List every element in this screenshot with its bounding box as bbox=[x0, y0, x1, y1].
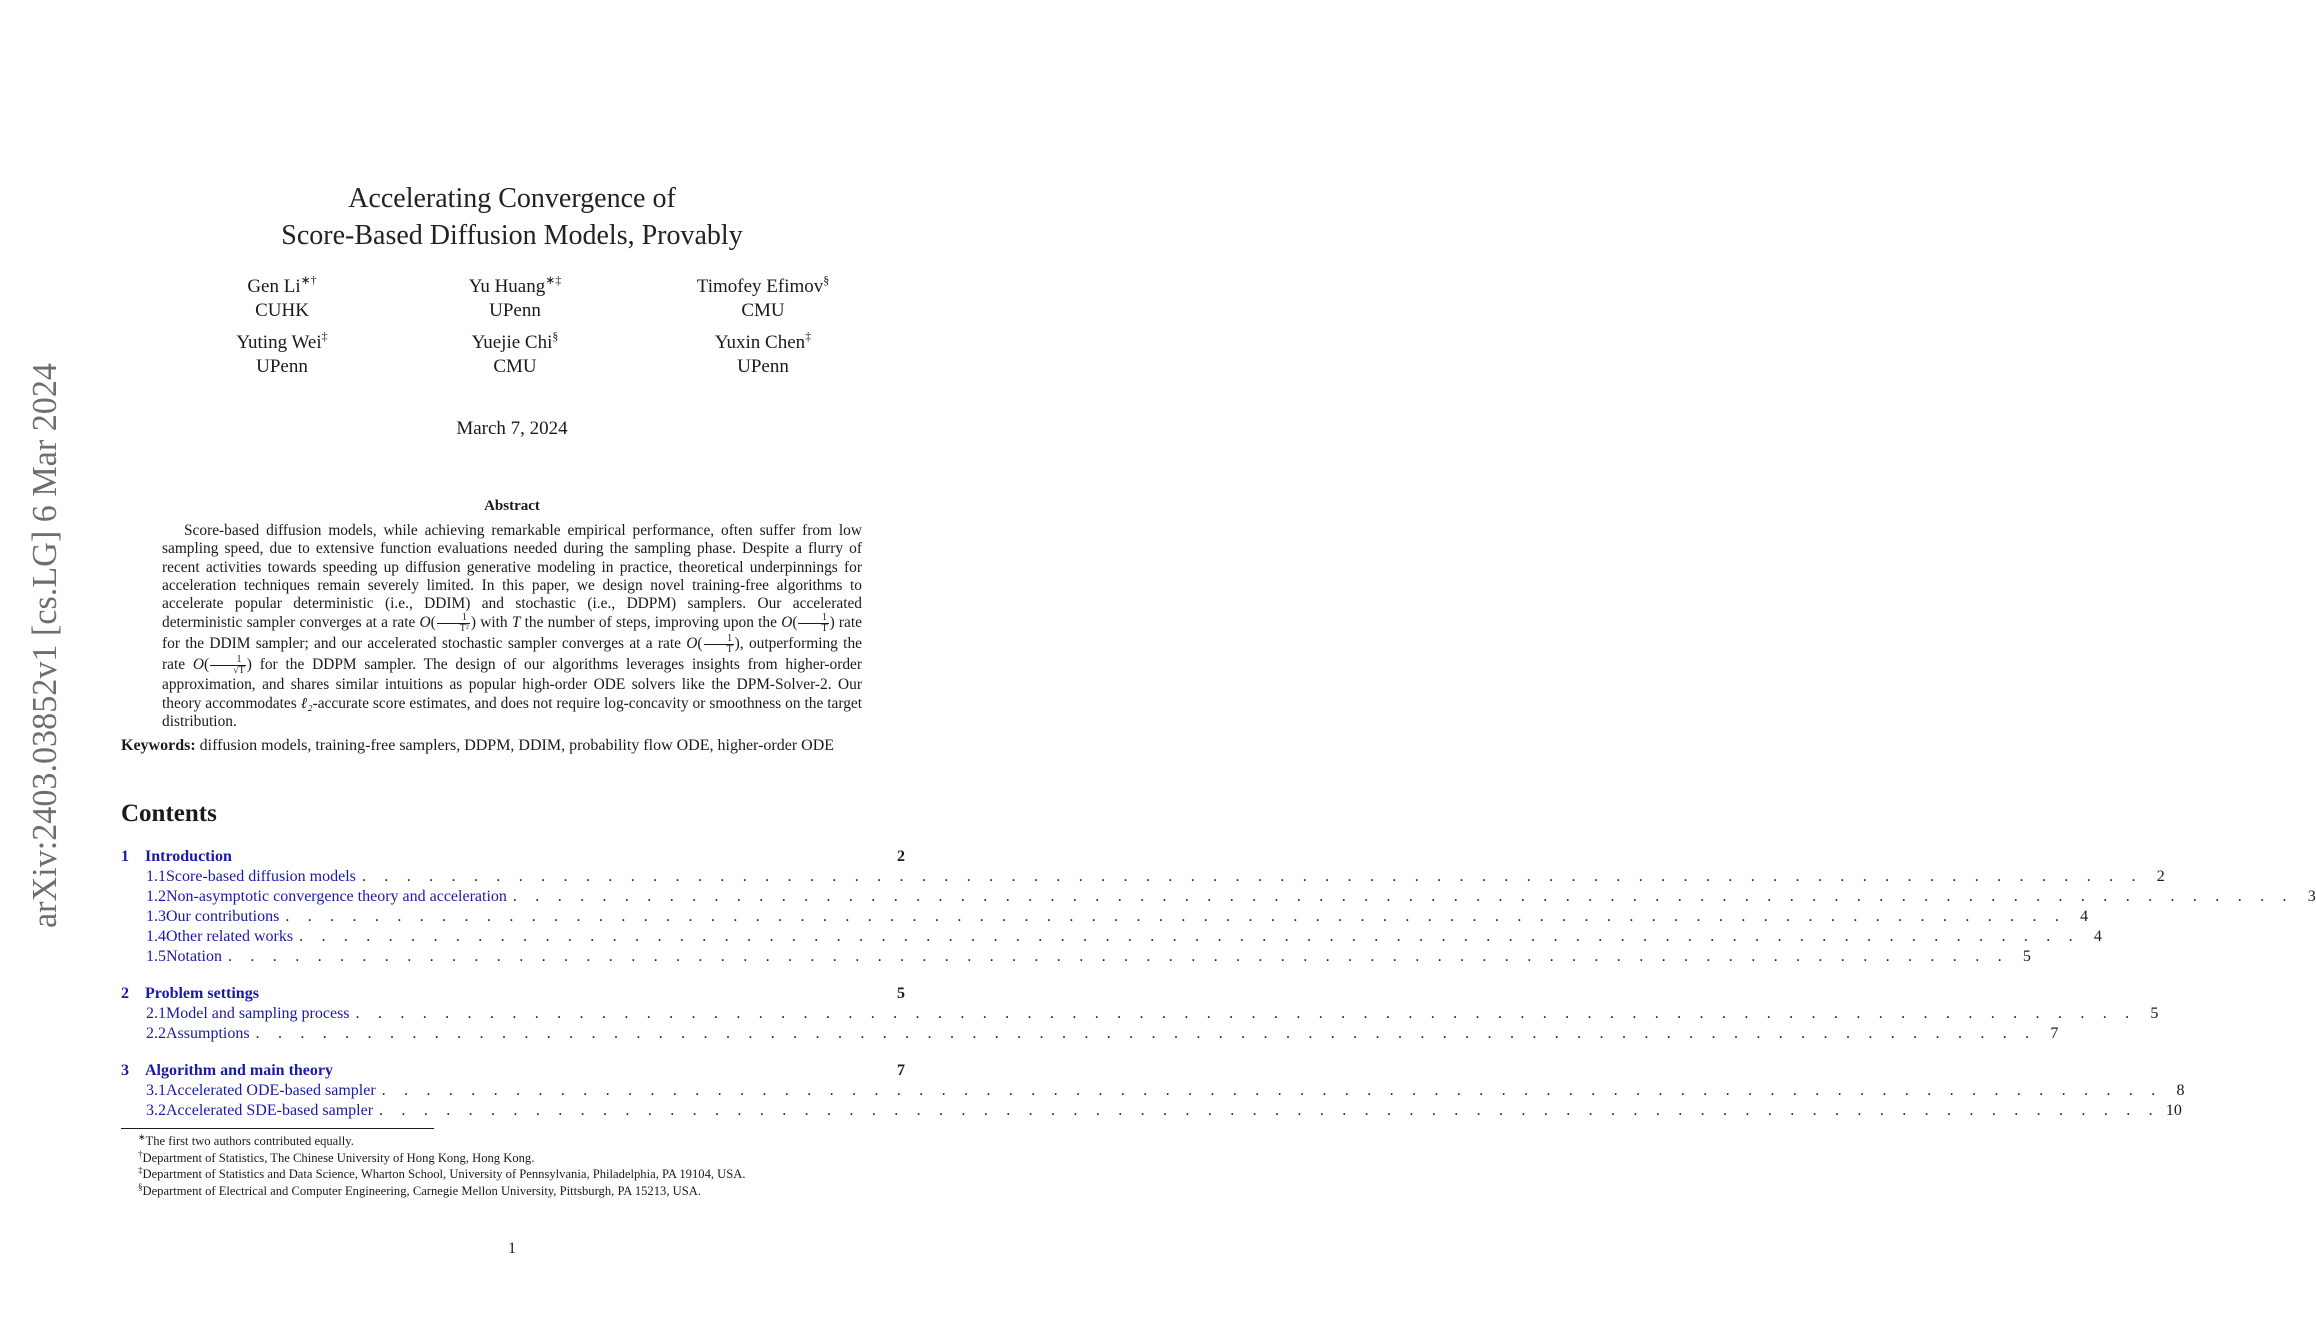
toc-page-number: 5 bbox=[2022, 948, 2031, 965]
author-block bbox=[172, 331, 392, 379]
rate-fraction: $\frac{1}{T}$ bbox=[704, 634, 734, 655]
abstract-text: for the DDPM sampler. The design of our algorithms leverages insights from higher-order approximation, and shares similar intuitions as popular high-order ODE solvers like the DPM-Solver-2. Our theory accommodates bbox=[162, 656, 862, 712]
toc-section-number: 1 bbox=[121, 848, 129, 865]
author-name: Yuting Wei bbox=[236, 332, 322, 353]
title-line-1: Accelerating Convergence of bbox=[348, 183, 676, 214]
author-name: Yu Huang bbox=[468, 276, 546, 297]
toc-page-number: 7 bbox=[897, 1062, 905, 1079]
footnote: §Department of Electrical and Computer Engineering, Carnegie Mellon University, Pittsburgh, PA 15213, USA. bbox=[138, 1182, 701, 1198]
author-affiliation: CMU bbox=[741, 300, 785, 321]
abstract-text: Score-based diffusion models, while achieving remarkable empirical performance, often suffer from low sampling speed, due to extensive function evaluations needed during the sampling phase. Despite a flurry of recent activities towards speeding up diffusion generative modeling in practice, theoretical underpinnings for acceleration techniques remain severely limited. In this paper, we design novel training-free algorithms to accelerate popular deterministic (i.e., DDIM) and stochastic (i.e., DDPM) samplers. Our accelerated deterministic sampler converges at a rate bbox=[162, 522, 862, 632]
toc-section[interactable] bbox=[121, 847, 905, 867]
arxiv-id: arXiv:2403.03852v1 [cs.LG] 6 Mar 2024 bbox=[25, 348, 64, 928]
toc-section-link[interactable]: Algorithm and main theory bbox=[145, 1062, 333, 1079]
toc-page-number: 7 bbox=[2050, 1025, 2059, 1042]
toc-subsection-link[interactable]: Non-asymptotic convergence theory and acceleration bbox=[166, 888, 507, 905]
footnote: ∗The first two authors contributed equally. bbox=[138, 1132, 354, 1148]
author-marks: ‡ bbox=[321, 329, 328, 343]
author-block bbox=[172, 275, 392, 323]
toc-page-number: 10 bbox=[2165, 1102, 2182, 1119]
arxiv-stamp bbox=[10, 348, 70, 930]
author-affiliation: CMU bbox=[493, 356, 537, 377]
toc-leader-dots: . . . . . . . . . . . . . . . . . . . . . . . . . . . . . . . . . . . . . . . . . . . . . . . . . . . . . . . . . . . . . . . . . . . . . . . . . . . . . . . . bbox=[361, 868, 2143, 885]
abstract-text: with bbox=[476, 614, 512, 632]
toc-subsection-link[interactable]: Model and sampling process bbox=[166, 1005, 350, 1022]
page-number: 1 bbox=[508, 1240, 516, 1257]
toc-subsection-number: 1.2 bbox=[146, 888, 166, 905]
toc-subsection-number: 3.2 bbox=[146, 1102, 166, 1119]
author-marks: § bbox=[823, 273, 830, 287]
author-affiliation: CUHK bbox=[255, 300, 309, 321]
abstract-text: rate for the DDIM sampler; and our accelerated stochastic sampler converges at a rate bbox=[162, 614, 862, 653]
toc-section[interactable] bbox=[121, 1061, 905, 1081]
rate-fraction: $\frac{1}{√T}$ bbox=[210, 655, 246, 676]
toc-subsection[interactable] bbox=[121, 1004, 2159, 1024]
footnote: †Department of Statistics, The Chinese University of Hong Kong, Hong Kong. bbox=[138, 1149, 535, 1165]
toc-page-number: 3 bbox=[2307, 888, 2316, 905]
toc-subsection-number: 1.3 bbox=[146, 908, 166, 925]
toc-section[interactable] bbox=[121, 984, 905, 1004]
toc-section-link[interactable]: Problem settings bbox=[145, 985, 259, 1002]
toc-section-link[interactable]: Introduction bbox=[145, 848, 232, 865]
keywords-text: diffusion models, training-free samplers, DDPM, DDIM, probability flow ODE, higher-order ODE bbox=[195, 737, 835, 754]
toc-subsection-link[interactable]: Score-based diffusion models bbox=[166, 868, 356, 885]
toc-subsection[interactable] bbox=[121, 927, 2102, 947]
toc-leader-dots: . . . . . . . . . . . . . . . . . . . . . . . . . . . . . . . . . . . . . . . . . . . . . . . . . . . . . . . . . . . . . . . . . . . . . . . . . . . . . . . . bbox=[355, 1005, 2137, 1022]
abstract-var: T bbox=[511, 614, 521, 632]
abstract-text: -accurate score estimates, and does not require log-concavity or smoothness on the target distribution. bbox=[162, 694, 863, 731]
contents-heading: Contents bbox=[121, 800, 217, 827]
rate-fraction: $\frac{1}{\text{T²}}$ bbox=[437, 613, 470, 634]
toc-leader-dots: . . . . . . . . . . . . . . . . . . . . . . . . . . . . . . . . . . . . . . . . . . . . . . . . . . . . . . . . . . . . . . . . . . . . . . . . . . . . . . . . bbox=[228, 948, 2009, 965]
toc-subsection-link[interactable]: Our contributions bbox=[166, 908, 280, 925]
toc-subsection[interactable] bbox=[121, 1101, 2182, 1121]
toc-page-number: 4 bbox=[2093, 928, 2102, 945]
toc-section-number: 2 bbox=[121, 985, 129, 1002]
author-marks: ∗‡ bbox=[545, 273, 562, 287]
rate-fraction: $\frac{1}{T}$ bbox=[798, 613, 828, 634]
toc-subsection[interactable] bbox=[121, 887, 2316, 907]
toc-subsection-link[interactable]: Other related works bbox=[166, 928, 294, 945]
abstract-text: , outperforming the rate bbox=[162, 635, 862, 674]
author-block bbox=[653, 275, 873, 323]
author-affiliation: UPenn bbox=[256, 356, 308, 377]
toc-subsection-number: 2.1 bbox=[146, 1005, 166, 1022]
toc-leader-dots: . . . . . . . . . . . . . . . . . . . . . . . . . . . . . . . . . . . . . . . . . . . . . . . . . . . . . . . . . . . . . . . . . . . . . . . . . . . . . . . . bbox=[381, 1082, 2163, 1099]
footnote: ‡Department of Statistics and Data Science, Wharton School, University of Pennsylvania, Philadelphia, PA 19104, USA. bbox=[138, 1165, 746, 1181]
toc-subsection[interactable] bbox=[121, 1081, 2185, 1101]
author-affiliation: UPenn bbox=[489, 300, 541, 321]
toc-subsection[interactable] bbox=[121, 867, 2165, 887]
toc-subsection-link[interactable]: Assumptions bbox=[166, 1025, 250, 1042]
toc-leader-dots: . . . . . . . . . . . . . . . . . . . . . . . . . . . . . . . . . . . . . . . . . . . . . . . . . . . . . . . . . . . . . . . . . . . . . . . . . . . . . . . . bbox=[255, 1025, 2037, 1042]
keywords bbox=[121, 736, 905, 756]
author-name: Yuejie Chi bbox=[471, 332, 553, 353]
toc-subsection-link[interactable]: Accelerated SDE-based sampler bbox=[166, 1102, 374, 1119]
toc-subsection-number: 2.2 bbox=[146, 1025, 166, 1042]
author-name: Timofey Efimov bbox=[696, 276, 824, 297]
paper-title bbox=[0, 180, 1024, 254]
toc-subsection-number: 1.4 bbox=[146, 928, 166, 945]
toc-subsection-link[interactable]: Notation bbox=[166, 948, 222, 965]
author-affiliation: UPenn bbox=[737, 356, 789, 377]
toc-subsection-link[interactable]: Accelerated ODE-based sampler bbox=[166, 1082, 376, 1099]
toc-page-number: 5 bbox=[897, 985, 905, 1002]
author-marks: ‡ bbox=[805, 329, 812, 343]
author-name: Gen Li bbox=[247, 276, 301, 297]
toc-leader-dots: . . . . . . . . . . . . . . . . . . . . . . . . . . . . . . . . . . . . . . . . . . . . . . . . . . . . . . . . . . . . . . . . . . . . . . . . . . . . . . . . bbox=[285, 908, 2067, 925]
author-block bbox=[653, 331, 873, 379]
author-name: Yuxin Chen bbox=[714, 332, 806, 353]
abstract-text: the number of steps, improving upon the bbox=[520, 614, 782, 632]
toc-section-number: 3 bbox=[121, 1062, 129, 1079]
author-marks: § bbox=[552, 329, 559, 343]
abstract-body: Score-based diffusion models, while achieving remarkable empirical performance, often suffer from low sampling speed, due to extensive function evaluations needed during the sampling phase. Despite a flurry of recent activities towards speeding up diffusion generative modeling in practice, theoretical underpinnings for acceleration techniques remain severely limited. In this paper, we design novel training-free algorithms to accelerate popular deterministic (i.e., DDIM) and stochastic (i.e., DDPM) samplers. Our accelerated deterministic sampler converges at a rate O( $\frac{1}{\text{T²}}$ ) with T the number of steps, improving upon the O( $\frac{1}{T}$ ) rate for the DDIM sampler; and our accelerated stochastic sampler converges at a rate O( $\frac{1}{T}$ ), outperforming the rate O( $\frac{1}{√T}$ ) for the DDPM sampler. The design of our algorithms leverages insights from higher-order approximation, and shares similar intuitions as popular high-order ODE solvers like the DPM-Solver-2. Our theory accommodates ℓ₂-accurate score estimates, and does not require log-concavity or smoothness on the target distribution. bbox=[162, 522, 863, 731]
author-block bbox=[405, 331, 625, 379]
keywords-label: Keywords: bbox=[121, 737, 196, 754]
toc-subsection-number: 3.1 bbox=[146, 1082, 166, 1099]
author-block bbox=[405, 275, 625, 323]
toc-subsection-number: 1.5 bbox=[146, 948, 166, 965]
author-marks: ∗† bbox=[300, 273, 317, 287]
toc-subsection-number: 1.1 bbox=[146, 868, 166, 885]
toc-page-number: 5 bbox=[2150, 1005, 2159, 1022]
toc-page-number: 2 bbox=[897, 848, 905, 865]
toc-leader-dots: . . . . . . . . . . . . . . . . . . . . . . . . . . . . . . . . . . . . . . . . . . . . . . . . . . . . . . . . . . . . . . . . . . . . . . . . . . . . . . . . bbox=[379, 1102, 2160, 1119]
paper-date: March 7, 2024 bbox=[456, 418, 568, 439]
toc-subsection[interactable] bbox=[121, 907, 2089, 927]
abstract-symbol: ℓ₂ bbox=[300, 694, 313, 712]
title-line-2: Score-Based Diffusion Models, Provably bbox=[281, 220, 743, 251]
abstract-heading: Abstract bbox=[484, 498, 540, 514]
toc-subsection[interactable] bbox=[121, 947, 2031, 967]
toc-leader-dots: . . . . . . . . . . . . . . . . . . . . . . . . . . . . . . . . . . . . . . . . . . . . . . . . . . . . . . . . . . . . . . . . . . . . . . . . . . . . . . . . bbox=[299, 928, 2080, 945]
toc-page-number: 2 bbox=[2156, 868, 2165, 885]
toc-page-number: 4 bbox=[2080, 908, 2089, 925]
toc-subsection[interactable] bbox=[121, 1024, 2059, 1044]
toc-page-number: 8 bbox=[2176, 1082, 2185, 1099]
footnote-rule bbox=[121, 1128, 434, 1129]
toc-leader-dots: . . . . . . . . . . . . . . . . . . . . . . . . . . . . . . . . . . . . . . . . . . . . . . . . . . . . . . . . . . . . . . . . . . . . . . . . . . . . . . . . bbox=[512, 888, 2294, 905]
